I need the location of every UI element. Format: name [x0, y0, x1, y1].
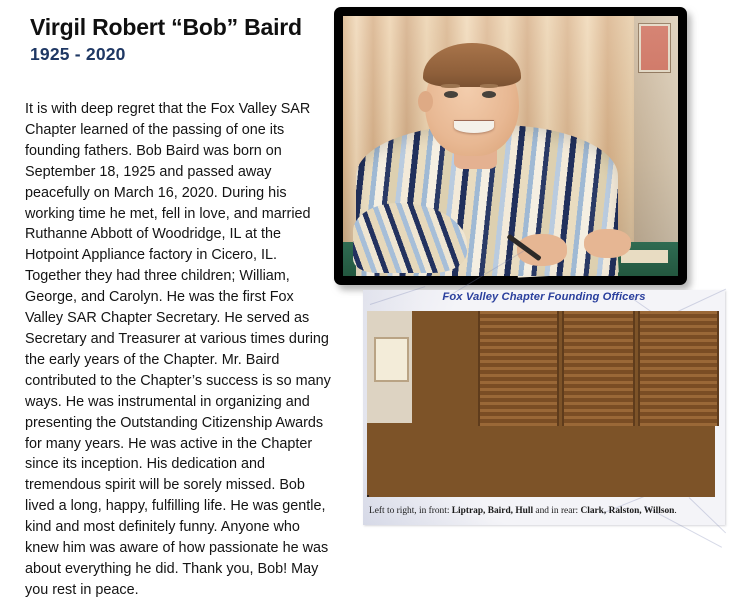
group-photo-caption [369, 506, 677, 516]
portrait-smile [454, 120, 494, 133]
portrait-hand-right [584, 229, 631, 258]
portrait-brow-right [480, 84, 498, 88]
framed-artwork [374, 337, 409, 382]
memorial-years: 1925 - 2020 [30, 44, 126, 64]
memorial-text-column [0, 0, 340, 598]
page-title: Virgil Robert “Bob” Baird [30, 14, 302, 40]
shutter-panel [562, 311, 636, 426]
photo-column [330, 0, 730, 548]
memorial-body-text: It is with deep regret that the Fox Valley SAR Chapter learned of the passing of one its founding fathers. Bob Baird was born on September 18, 1925 and passed away peacefully on March 16, 2020. During his working time he met, fell in love, and married Ruthanne Abbott of Woodridge, IL at the Hotpoint Appliance factory in Cicero, IL. Together they had three children; William, George, and Carolyn. He was the first Fox Valley SAR Chapter Secretary. He served as Secretary and Treasurer at various times during the early years of the Chapter. Mr. Baird contributed to the Chapter’s success is so many ways. He was instrumental in organizing and presenting the Outstanding Citizenship Awards for many years. He was active in the Chapter since its inception. His dedication and tremendous spirit will be sorely missed. Bob lived a long, happy, fulfilling life. He was gentle, kind and most definitely funny. Anyone who knew him was aware of how passionate he was about everything he did. Thank you, Bob! May you rest in peace. [25, 101, 331, 598]
portrait-frame [334, 7, 687, 285]
caption-front-names: Liptrap, Baird, Hull [451, 506, 534, 516]
portrait-eye-left [444, 91, 458, 98]
paper-document-secondary [621, 250, 668, 263]
caption-prefix: Left to right, in front: [369, 506, 452, 516]
caption-rear-names: Clark, Ralston, Willson [580, 506, 675, 516]
group-photo-panel [363, 290, 725, 525]
portrait-photo [343, 16, 678, 276]
group-photo-title: Fox Valley Chapter Founding Officers [442, 291, 646, 303]
shutter-panel [478, 311, 559, 426]
caption-suffix: . [674, 506, 677, 516]
group-photo [367, 311, 715, 497]
marble-vein [688, 497, 725, 533]
portrait-brow-left [441, 84, 459, 88]
caption-middle: and in rear: [533, 506, 581, 516]
shutter-panel [638, 311, 719, 426]
